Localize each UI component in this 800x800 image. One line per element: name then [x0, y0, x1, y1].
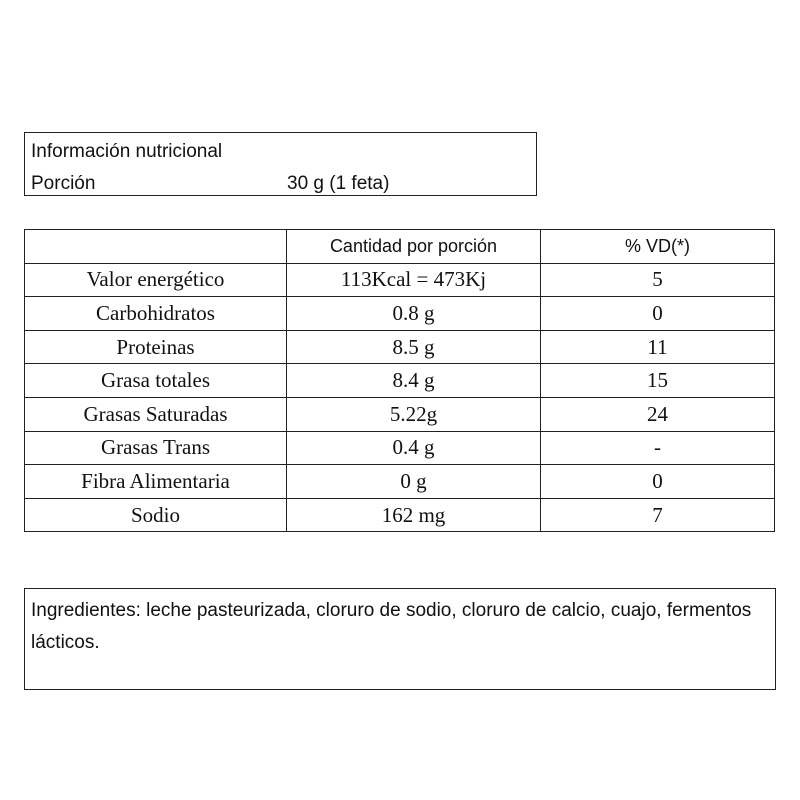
nutrient-amount: 0.4 g — [287, 431, 541, 465]
nutrient-amount: 0.8 g — [287, 297, 541, 331]
nutrient-daily-value: 0 — [541, 297, 775, 331]
nutrient-amount: 113Kcal = 473Kj — [287, 263, 541, 297]
header-daily-value: % VD(*) — [541, 230, 775, 264]
nutrient-amount: 0 g — [287, 465, 541, 499]
header-nutrient — [25, 230, 287, 264]
table-row — [25, 431, 775, 465]
nutrient-name: Grasas Saturadas — [25, 397, 287, 431]
portion-value: 30 g (1 feta) — [287, 173, 390, 194]
portion-label: Porción — [31, 173, 96, 194]
info-title: Información nutricional — [31, 141, 223, 162]
table-row — [25, 330, 775, 364]
nutrition-table — [24, 229, 775, 532]
table-row — [25, 364, 775, 398]
table-row — [25, 465, 775, 499]
nutrient-name: Proteinas — [25, 330, 287, 364]
nutrient-amount: 5.22g — [287, 397, 541, 431]
ingredients-box — [24, 588, 776, 690]
table-header-row — [25, 230, 775, 264]
table-row — [25, 397, 775, 431]
nutrient-amount: 8.4 g — [287, 364, 541, 398]
header-amount: Cantidad por porción — [287, 230, 541, 264]
table-row — [25, 498, 775, 532]
nutrient-amount: 162 mg — [287, 498, 541, 532]
nutrient-daily-value: 24 — [541, 397, 775, 431]
table-row — [25, 263, 775, 297]
nutrient-daily-value: - — [541, 431, 775, 465]
ingredients-text: Ingredientes: leche pasteurizada, cloruro de sodio, cloruro de calcio, cuajo, fermentos lácticos. — [31, 600, 752, 653]
nutrient-amount: 8.5 g — [287, 330, 541, 364]
nutrient-name: Grasa totales — [25, 364, 287, 398]
nutrient-name: Carbohidratos — [25, 297, 287, 331]
nutrient-name: Fibra Alimentaria — [25, 465, 287, 499]
nutrient-name: Sodio — [25, 498, 287, 532]
nutrient-name: Valor energético — [25, 263, 287, 297]
nutrition-info-header — [24, 132, 537, 196]
nutrient-daily-value: 5 — [541, 263, 775, 297]
nutrient-daily-value: 15 — [541, 364, 775, 398]
nutrient-name: Grasas Trans — [25, 431, 287, 465]
nutrient-daily-value: 7 — [541, 498, 775, 532]
nutrient-daily-value: 11 — [541, 330, 775, 364]
table-row — [25, 297, 775, 331]
nutrient-daily-value: 0 — [541, 465, 775, 499]
